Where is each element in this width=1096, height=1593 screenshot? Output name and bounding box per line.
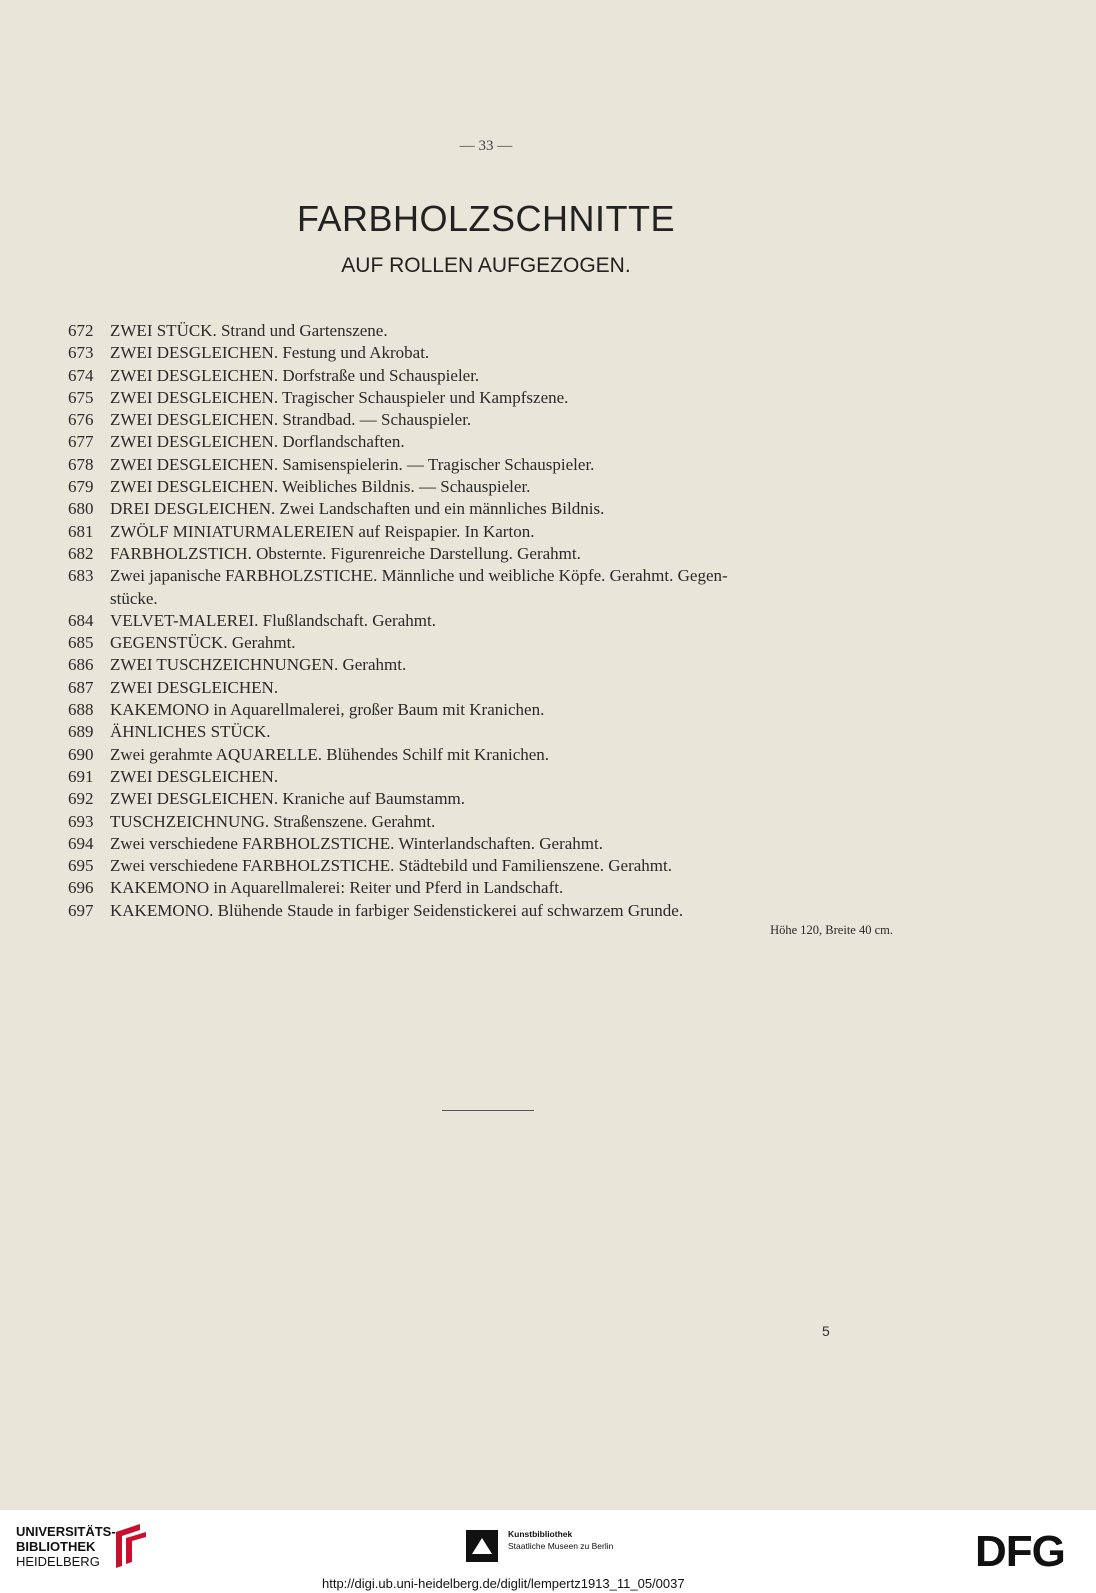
catalog-entry: [68, 454, 938, 476]
entry-text: ZWEI DESGLEICHEN. Strandbad. — Schauspieler.: [110, 410, 472, 430]
kunstbibliothek-logo-icon: [466, 1530, 498, 1562]
entry-number: 682: [68, 543, 94, 563]
end-rule: [442, 1110, 534, 1111]
entry-text: ZWEI DESGLEICHEN.: [110, 677, 279, 697]
catalog-entry: [68, 498, 938, 520]
entry-continuation: stücke.: [110, 588, 158, 608]
catalog-entry: [68, 877, 938, 899]
entry-text: Zwei gerahmte AQUARELLE. Blühendes Schilf mit Kranichen.: [110, 744, 550, 764]
catalog-entry: [68, 855, 938, 877]
entry-text: KAKEMONO in Aquarellmalerei, großer Baum mit Kranichen.: [110, 700, 545, 720]
entry-text: ZWÖLF MINIATURMALEREIEN auf Reispapier. In Karton.: [110, 521, 535, 541]
entry-text: Zwei japanische FARBHOLZSTICHE. Männliche und weibliche Köpfe. Gerahmt. Gegen-: [110, 566, 728, 586]
entry-number: 689: [68, 722, 94, 742]
catalog-entry: [68, 431, 938, 453]
entry-number: 680: [68, 499, 94, 519]
entry-number: 693: [68, 811, 94, 831]
entry-text: KAKEMONO. Blühende Staude in farbiger Seidenstickerei auf schwarzem Grunde.: [110, 900, 684, 920]
catalog-entry: [68, 342, 938, 364]
entry-number: 684: [68, 610, 94, 630]
entry-number: 697: [68, 900, 94, 920]
entry-text: ZWEI DESGLEICHEN. Dorflandschaften.: [110, 432, 405, 452]
entry-text: ZWEI DESGLEICHEN. Weibliches Bildnis. — Schauspieler.: [110, 477, 531, 497]
entry-text: ZWEI DESGLEICHEN. Kraniche auf Baumstamm.: [110, 789, 466, 809]
heidelberg-logo-icon: [110, 1522, 150, 1570]
catalog-entry: [68, 900, 938, 922]
catalog-entry: [68, 610, 938, 632]
entry-text: DREI DESGLEICHEN. Zwei Landschaften und ein männliches Bildnis.: [110, 499, 605, 519]
catalog-entry: [68, 699, 938, 721]
entry-number: 677: [68, 432, 94, 452]
catalog-entry: [68, 409, 938, 431]
catalog-entry: [68, 543, 938, 565]
entry-text: ÄHNLICHES STÜCK.: [110, 722, 271, 742]
catalog-entry: [68, 632, 938, 654]
kb-line-2: Staatliche Museen zu Berlin: [508, 1541, 614, 1551]
kunstbibliothek-label: [508, 1528, 613, 1552]
entry-text: ZWEI STÜCK. Strand und Gartenszene.: [110, 321, 388, 340]
entry-text: ZWEI DESGLEICHEN. Samisenspielerin. — Tragischer Schauspieler.: [110, 454, 595, 474]
catalog-entry: [68, 744, 938, 766]
entry-text: TUSCHZEICHNUNG. Straßenszene. Gerahmt.: [110, 811, 436, 831]
catalog-entry: [68, 788, 938, 810]
entry-text: GEGENSTÜCK. Gerahmt.: [110, 633, 296, 653]
entry-number: 679: [68, 477, 94, 497]
entry-number: 695: [68, 856, 94, 876]
catalog-entry: [68, 387, 938, 409]
catalog-entry: [68, 833, 938, 855]
entry-number: 694: [68, 833, 94, 853]
catalog-entry: [68, 365, 938, 387]
catalog-entries: [68, 320, 938, 938]
entry-text: ZWEI DESGLEICHEN.: [110, 766, 279, 786]
entry-text: ZWEI TUSCHZEICHNUNGEN. Gerahmt.: [110, 655, 407, 675]
entry-number: 681: [68, 521, 94, 541]
digitization-footer: [0, 1510, 1096, 1593]
entry-number: 691: [68, 766, 94, 786]
uni-line-2: BIBLIOTHEK: [16, 1539, 96, 1554]
catalog-entry: [68, 565, 938, 587]
entry-number: 690: [68, 744, 94, 764]
sheet-signature: 5: [822, 1323, 830, 1339]
uni-line-3: HEIDELBERG: [16, 1554, 100, 1569]
catalog-entry: [68, 811, 938, 833]
catalog-entry: [68, 766, 938, 788]
dfg-logo: DFG: [975, 1527, 1065, 1576]
entry-number: 673: [68, 343, 94, 363]
catalog-entry: [68, 476, 938, 498]
dimensions-note: Höhe 120, Breite 40 cm.: [770, 923, 893, 938]
entry-text: Zwei verschiedene FARBHOLZSTICHE. Winterlandschaften. Gerahmt.: [110, 833, 603, 853]
entry-number: 685: [68, 633, 94, 653]
entry-number: 692: [68, 789, 94, 809]
entry-number: 674: [68, 365, 94, 385]
entry-number: 696: [68, 878, 94, 898]
catalog-entry: [68, 521, 938, 543]
catalog-entry: [68, 677, 938, 699]
entry-text: ZWEI DESGLEICHEN. Dorfstraße und Schauspieler.: [110, 365, 480, 385]
page-number: — 33 —: [459, 138, 513, 154]
catalog-entry: [68, 721, 938, 743]
entry-text: FARBHOLZSTICH. Obsternte. Figurenreiche Darstellung. Gerahmt.: [110, 543, 581, 563]
entry-text: VELVET-MALEREI. Flußlandschaft. Gerahmt.: [110, 610, 436, 630]
entry-number: 687: [68, 677, 94, 697]
page-title: FARBHOLZSCHNITTE: [296, 198, 676, 239]
entry-number: 688: [68, 700, 94, 720]
entry-number: 676: [68, 410, 94, 430]
entry-number: 678: [68, 454, 94, 474]
entry-text: ZWEI DESGLEICHEN. Festung und Akrobat.: [110, 343, 430, 363]
entry-number: 686: [68, 655, 94, 675]
entry-text: ZWEI DESGLEICHEN. Tragischer Schauspieler und Kampfszene.: [110, 387, 569, 407]
heidelberg-library-label: [16, 1524, 116, 1569]
entry-text: KAKEMONO in Aquarellmalerei: Reiter und Pferd in Landschaft.: [110, 878, 564, 898]
catalog-entry: [68, 320, 938, 342]
source-url-link[interactable]: http://digi.ub.uni-heidelberg.de/diglit/lempertz1913_11_05/0037: [322, 1576, 685, 1591]
entry-number: 675: [68, 387, 94, 407]
entry-number: 683: [68, 566, 94, 586]
uni-line-1: UNIVERSITÄTS-: [16, 1524, 116, 1539]
entry-number: 672: [68, 321, 94, 340]
entry-text: Zwei verschiedene FARBHOLZSTICHE. Städtebild und Familienszene. Gerahmt.: [110, 856, 672, 876]
catalog-entry: [68, 654, 938, 676]
kb-line-1: Kunstbibliothek: [508, 1529, 573, 1539]
page-subtitle: AUF ROLLEN AUFGEZOGEN.: [341, 254, 631, 277]
